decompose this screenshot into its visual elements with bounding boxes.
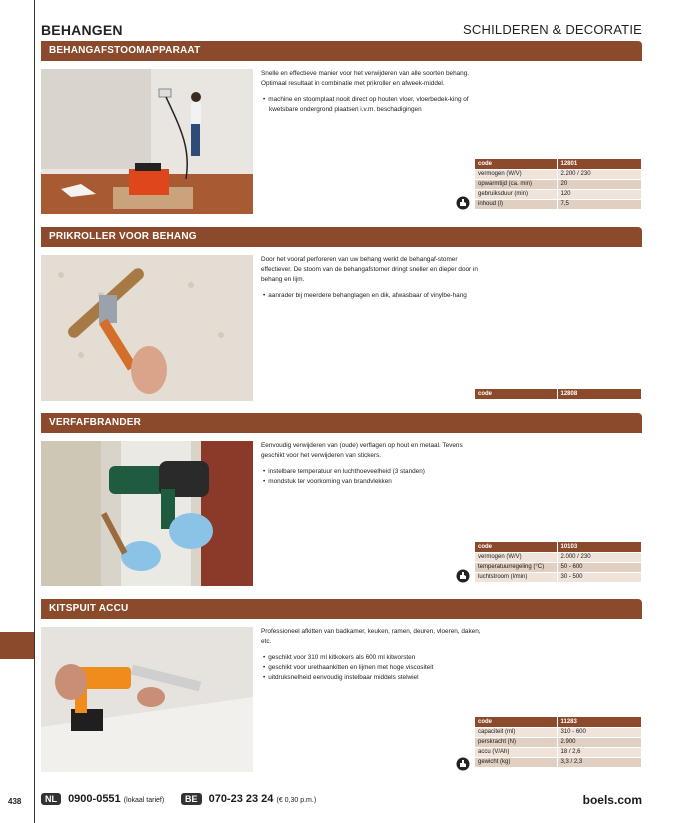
product-title: BEHANGAFSTOOMAPPARAAT <box>41 41 642 61</box>
spec-value: 2.900 <box>557 737 641 747</box>
spec-value: 3,3 / 2,3 <box>557 757 641 767</box>
chapter-tab <box>0 632 34 659</box>
footer <box>41 793 642 809</box>
spec-value: 10103 <box>557 542 641 552</box>
be-note: (€ 0,30 p.m.) <box>276 797 317 804</box>
spec-table <box>475 542 641 583</box>
bullet-item: • instelbare temperatuur en luchthoeveelheid (3 standen) <box>261 467 481 477</box>
spec-value: 2.200 / 230 <box>557 169 641 179</box>
product-photo <box>41 69 253 214</box>
website-link[interactable]: boels.com <box>582 793 642 807</box>
spec-label: vermogen (W/V) <box>475 169 557 179</box>
spec-value: 30 - 500 <box>557 572 641 582</box>
bullet-list <box>261 467 481 487</box>
spec-label: temperatuurregeling (°C) <box>475 562 557 572</box>
product-intro: Door het vooraf perforeren van uw behang werkt de behangaf-stomer effectiever. De stoom van de behangafstomer dringt sneller en dieper door in behang en lijm. <box>261 256 478 283</box>
bullet-list <box>261 653 481 683</box>
hand-icon <box>456 569 470 583</box>
be-flag: BE <box>181 793 202 805</box>
spec-label: perskracht (N) <box>475 737 557 747</box>
product-description <box>261 69 481 115</box>
bullet-item: • uitdruksnelheid eenvoudig instelbaar middels stelwiel <box>261 673 481 683</box>
bullet-list <box>261 291 481 301</box>
spec-value: 2.000 / 230 <box>557 552 641 562</box>
spec-table <box>475 389 641 400</box>
spec-label: accu (V/Ah) <box>475 747 557 757</box>
be-contact <box>181 793 316 805</box>
spec-value: 7,5 <box>557 199 641 209</box>
product-intro: Professioneel afkitten van badkamer, keuken, ramen, deuren, vloeren, daken, etc. <box>261 628 481 645</box>
spec-value: 120 <box>557 189 641 199</box>
nl-phone[interactable]: 0900-0551 <box>68 793 121 805</box>
product-title: PRIKROLLER VOOR BEHANG <box>41 227 642 247</box>
spec-label: gewicht (kg) <box>475 757 557 767</box>
be-phone[interactable]: 070-23 23 24 <box>208 793 274 805</box>
spec-label: code <box>475 542 557 552</box>
product-steamer <box>41 41 642 216</box>
spec-label: opwarmtijd (ca. min) <box>475 179 557 189</box>
product-intro: Snelle en effectieve manier voor het verwijderen van alle soorten behang. Optimaal resultaat in combinatie met prikroller en afweek-middel. <box>261 70 470 87</box>
product-title: KITSPUIT ACCU <box>41 599 642 619</box>
spec-value: 50 - 600 <box>557 562 641 572</box>
bullet-item: • geschikt voor 310 ml kitkokers als 600 ml kitworsten <box>261 653 481 663</box>
spec-label: code <box>475 717 557 727</box>
nl-contact <box>41 793 164 805</box>
spec-label: vermogen (W/V) <box>475 552 557 562</box>
product-intro: Eenvoudig verwijderen van (oude) verflagen op hout en metaal. Tevens geschikt voor het verwijderen van stickers. <box>261 442 463 459</box>
nl-flag: NL <box>41 793 61 805</box>
hand-icon <box>456 196 470 210</box>
product-description <box>261 627 481 683</box>
spec-value: 18 / 2,6 <box>557 747 641 757</box>
spec-label: capaciteit (ml) <box>475 727 557 737</box>
bullet-item: • mondstuk ter voorkoming van brandvlekken <box>261 477 481 487</box>
page-number: 438 <box>8 797 22 806</box>
spec-label: luchtstroom (l/min) <box>475 572 557 582</box>
bullet-item: • aanrader bij meerdere behanglagen en dik, afwasbaar of vinylbe-hang <box>261 291 481 301</box>
nl-note: (lokaal tarief) <box>123 797 165 804</box>
spec-label: code <box>475 389 557 399</box>
bullet-list <box>261 95 481 115</box>
section-title: SCHILDEREN & DECORATIE <box>463 22 642 37</box>
spec-label: code <box>475 159 557 169</box>
spec-value: 12808 <box>557 389 641 399</box>
category-title: BEHANGEN <box>41 22 123 38</box>
product-description <box>261 441 481 487</box>
product-caulk-gun <box>41 599 642 779</box>
spec-value: 11283 <box>557 717 641 727</box>
product-photo <box>41 441 253 586</box>
spec-table <box>475 159 641 210</box>
product-photo <box>41 255 253 401</box>
spec-value: 20 <box>557 179 641 189</box>
product-title: VERFAFBRANDER <box>41 413 642 433</box>
spec-value: 12801 <box>557 159 641 169</box>
spec-label: gebruiksduur (min) <box>475 189 557 199</box>
spec-table <box>475 717 641 768</box>
spec-label: inhoud (l) <box>475 199 557 209</box>
bullet-item: • geschikt voor urethaankitten en lijmen met hoge viscositeit <box>261 663 481 673</box>
product-description <box>261 255 481 301</box>
product-perforator <box>41 227 642 402</box>
margin-line <box>34 0 35 823</box>
hand-icon <box>456 757 470 771</box>
spec-value: 310 - 600 <box>557 727 641 737</box>
bullet-item: • machine en stoomplaat nooit direct op houten vloer, vloerbedek-king of kwetsbare ondergrond plaatsen i.v.m. beschadigingen <box>261 95 481 115</box>
product-heat-gun <box>41 413 642 588</box>
product-photo <box>41 627 253 772</box>
